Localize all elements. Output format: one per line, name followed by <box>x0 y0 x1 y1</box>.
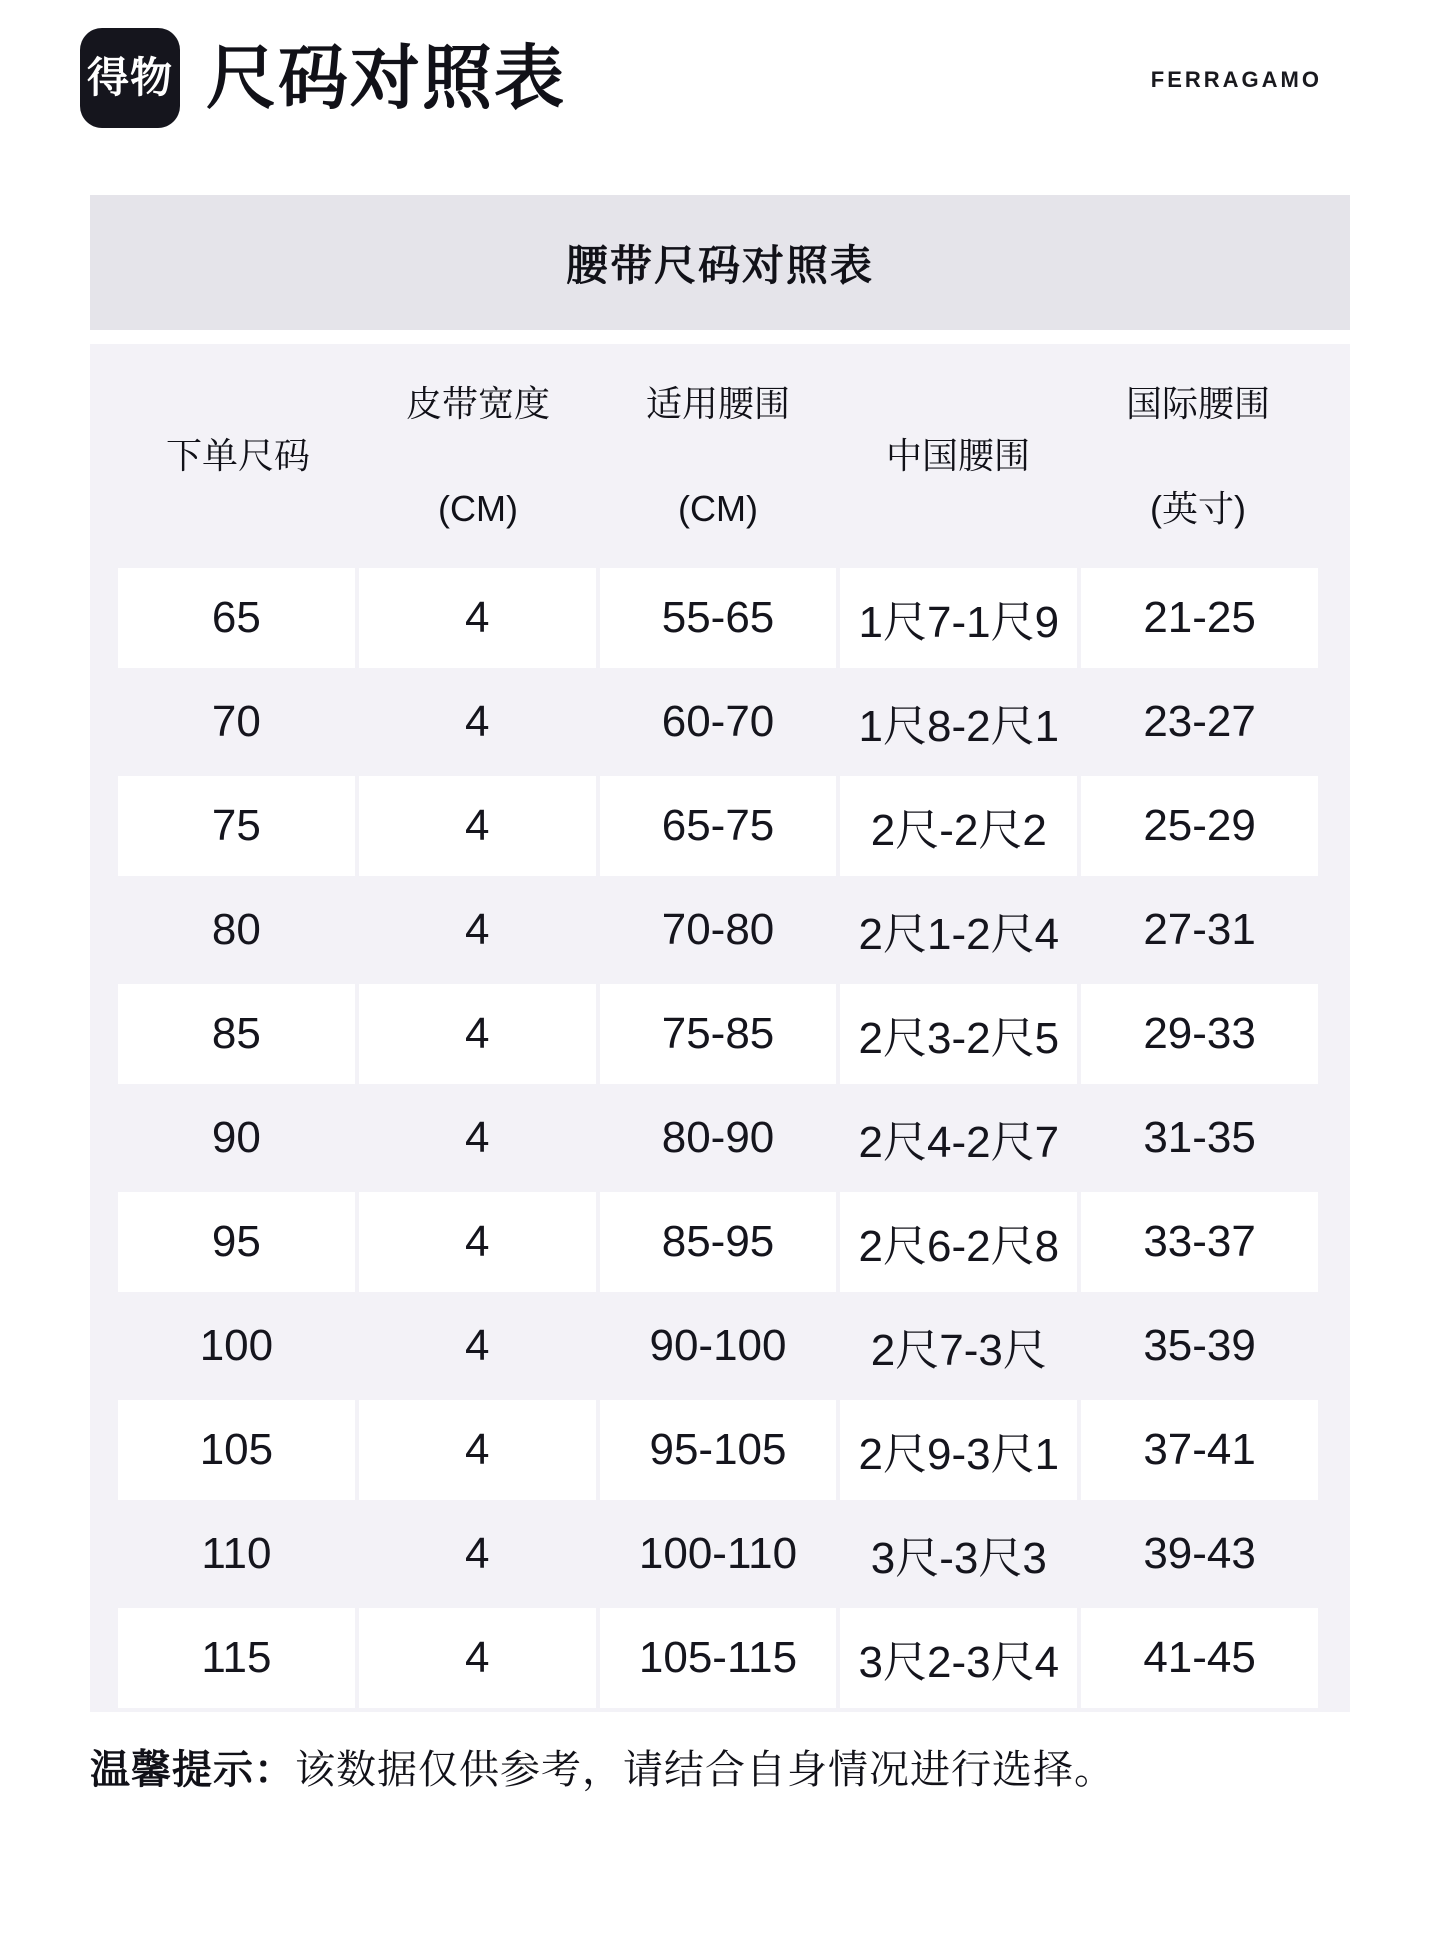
cell-belt-width: 4 <box>464 1529 490 1578</box>
table-title-banner <box>90 195 1350 330</box>
table-row <box>118 880 1318 980</box>
cell-order-size: 90 <box>211 1113 261 1162</box>
cell-china-waist: 3尺-3尺3 <box>870 1534 1047 1583</box>
cell-order-size: 115 <box>118 1608 355 1708</box>
cell-belt-width: 4 <box>464 697 490 746</box>
cell-china-waist: 2尺6-2尺8 <box>840 1192 1077 1292</box>
table-row <box>118 1192 1318 1292</box>
cell-intl-waist: 35-39 <box>1143 1321 1256 1370</box>
table-row <box>118 1608 1318 1708</box>
cell-intl-waist: 21-25 <box>1081 568 1318 668</box>
table-row <box>118 1296 1318 1396</box>
column-header-fit-waist: 适用腰围 (CM) <box>645 382 790 529</box>
table-row <box>118 1504 1318 1604</box>
table-row <box>118 776 1318 876</box>
table-row <box>118 672 1318 772</box>
cell-intl-waist: 41-45 <box>1081 1608 1318 1708</box>
page-header <box>80 28 1322 128</box>
cell-fit-waist: 90-100 <box>649 1321 787 1370</box>
cell-intl-waist: 29-33 <box>1081 984 1318 1084</box>
cell-order-size: 110 <box>201 1529 272 1578</box>
cell-order-size: 100 <box>199 1321 274 1370</box>
cell-china-waist: 2尺3-2尺5 <box>840 984 1077 1084</box>
cell-order-size: 105 <box>118 1400 355 1500</box>
belt-size-table <box>90 344 1350 1712</box>
cell-fit-waist: 60-70 <box>661 697 775 746</box>
cell-china-waist: 1尺8-2尺1 <box>858 702 1060 751</box>
table-title: 腰带尺码对照表 <box>565 241 874 289</box>
cell-fit-waist: 95-105 <box>600 1400 837 1500</box>
cell-order-size: 65 <box>118 568 355 668</box>
cell-intl-waist: 39-43 <box>1143 1529 1256 1578</box>
cell-belt-width: 4 <box>359 1192 596 1292</box>
cell-belt-width: 4 <box>464 1321 490 1370</box>
cell-belt-width: 4 <box>464 1113 490 1162</box>
cell-fit-waist: 75-85 <box>600 984 837 1084</box>
table-header-row <box>118 344 1318 568</box>
cell-china-waist: 2尺-2尺2 <box>840 776 1077 876</box>
table-row <box>118 984 1318 1084</box>
cell-china-waist: 3尺2-3尺4 <box>840 1608 1077 1708</box>
cell-china-waist: 2尺7-3尺 <box>870 1326 1047 1375</box>
cell-intl-waist: 25-29 <box>1081 776 1318 876</box>
cell-fit-waist: 105-115 <box>600 1608 837 1708</box>
cell-china-waist: 2尺4-2尺7 <box>858 1118 1060 1167</box>
column-header-belt-width: 皮带宽度 (CM) <box>405 382 550 529</box>
page-title: 尺码对照表 <box>206 39 566 117</box>
cell-fit-waist: 65-75 <box>600 776 837 876</box>
cell-fit-waist: 70-80 <box>661 905 775 954</box>
cell-intl-waist: 33-37 <box>1081 1192 1318 1292</box>
table-body <box>118 568 1318 1708</box>
cell-fit-waist: 100-110 <box>638 1529 798 1578</box>
note-label: 温馨提示： <box>90 1748 295 1792</box>
cell-fit-waist: 80-90 <box>661 1113 775 1162</box>
table-row <box>118 568 1318 668</box>
table-row <box>118 1088 1318 1188</box>
cell-china-waist: 2尺1-2尺4 <box>858 910 1060 959</box>
cell-order-size: 85 <box>118 984 355 1084</box>
cell-intl-waist: 27-31 <box>1143 905 1256 954</box>
bottom-note <box>90 1742 1115 1798</box>
cell-belt-width: 4 <box>359 1608 596 1708</box>
cell-intl-waist: 31-35 <box>1143 1113 1256 1162</box>
dewu-logo-text: 得物 <box>86 54 173 101</box>
cell-belt-width: 4 <box>359 776 596 876</box>
column-header-order-size: 下单尺码 <box>165 435 310 477</box>
column-header-intl-waist: 国际腰围 (英寸) <box>1125 382 1270 529</box>
cell-fit-waist: 85-95 <box>600 1192 837 1292</box>
cell-fit-waist: 55-65 <box>600 568 837 668</box>
cell-belt-width: 4 <box>359 568 596 668</box>
cell-order-size: 75 <box>118 776 355 876</box>
cell-belt-width: 4 <box>464 905 490 954</box>
cell-intl-waist: 23-27 <box>1143 697 1256 746</box>
cell-order-size: 80 <box>211 905 261 954</box>
table-row <box>118 1400 1318 1500</box>
cell-order-size: 70 <box>211 697 261 746</box>
cell-belt-width: 4 <box>359 984 596 1084</box>
brand-logo: FERRAGAMO <box>1150 67 1322 92</box>
cell-china-waist: 2尺9-3尺1 <box>840 1400 1077 1500</box>
note-text: 该数据仅供参考，请结合自身情况进行选择。 <box>295 1748 1115 1792</box>
dewu-logo <box>80 28 180 128</box>
cell-order-size: 95 <box>118 1192 355 1292</box>
cell-intl-waist: 37-41 <box>1081 1400 1318 1500</box>
column-header-china-waist: 中国腰围 <box>885 435 1030 477</box>
cell-belt-width: 4 <box>359 1400 596 1500</box>
cell-china-waist: 1尺7-1尺9 <box>840 568 1077 668</box>
